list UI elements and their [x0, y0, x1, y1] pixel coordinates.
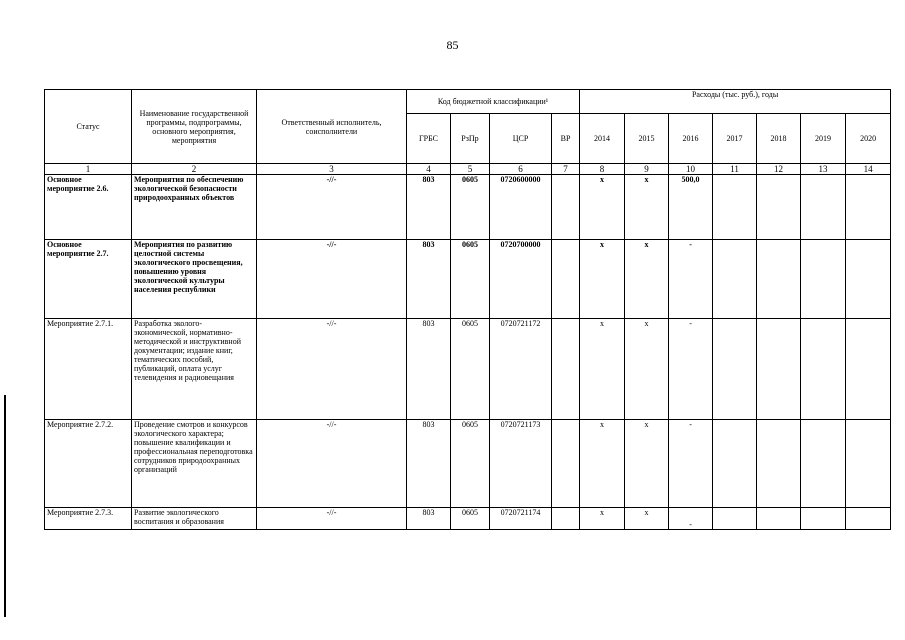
column-number: 7 [552, 164, 580, 175]
column-number: 10 [669, 164, 713, 175]
row-y2019 [801, 240, 846, 319]
row-y2019 [801, 175, 846, 240]
row-csr: 0720700000 [490, 240, 552, 319]
budget-table [44, 89, 891, 530]
row-csr: 0720721173 [490, 420, 552, 508]
row-y2020 [846, 175, 891, 240]
header-csr: ЦСР [490, 114, 552, 164]
row-grbs: 803 [407, 508, 451, 530]
row-status: Мероприятие 2.7.2. [45, 420, 132, 508]
row-executor: -//- [257, 508, 407, 530]
column-number: 14 [846, 164, 891, 175]
row-y2020 [846, 319, 891, 420]
row-status: Мероприятие 2.7.1. [45, 319, 132, 420]
column-number-row [45, 164, 891, 175]
row-executor: -//- [257, 420, 407, 508]
row-y2015: х [625, 240, 669, 319]
row-y2017 [713, 508, 757, 530]
page-number: 85 [446, 38, 459, 52]
row-executor: -//- [257, 240, 407, 319]
row-csr: 0720721172 [490, 319, 552, 420]
row-y2020 [846, 420, 891, 508]
header-grbs: ГРБС [407, 114, 451, 164]
row-y2017 [713, 420, 757, 508]
header-status: Статус [45, 90, 132, 164]
row-y2016: - [669, 508, 713, 530]
row-y2019 [801, 319, 846, 420]
table-row [45, 319, 891, 420]
row-executor: -//- [257, 175, 407, 240]
row-vr [552, 319, 580, 420]
row-status: Мероприятие 2.7.3. [45, 508, 132, 530]
table-row [45, 508, 891, 530]
header-year: 2019 [801, 114, 846, 164]
row-y2016: - [669, 319, 713, 420]
row-rzpr: 0605 [451, 240, 490, 319]
row-rzpr: 0605 [451, 175, 490, 240]
header-year: 2014 [580, 114, 625, 164]
column-number: 6 [490, 164, 552, 175]
column-number: 11 [713, 164, 757, 175]
row-name: Проведение смотров и конкурсов экологического характера; повышение квалификации и профессиональная переподготовка сотрудников природоохранных организаций [132, 420, 257, 508]
row-y2017 [713, 240, 757, 319]
row-name: Развитие экологического воспитания и образования [132, 508, 257, 530]
row-y2016: - [669, 420, 713, 508]
row-y2018 [757, 508, 801, 530]
row-y2018 [757, 175, 801, 240]
column-number: 13 [801, 164, 846, 175]
header-year: 2016 [669, 114, 713, 164]
row-y2019 [801, 508, 846, 530]
row-status: Основное мероприятие 2.6. [45, 175, 132, 240]
column-number: 4 [407, 164, 451, 175]
column-number: 1 [45, 164, 132, 175]
row-y2016: - [669, 240, 713, 319]
row-rzpr: 0605 [451, 420, 490, 508]
row-y2020 [846, 508, 891, 530]
row-y2018 [757, 420, 801, 508]
column-number: 9 [625, 164, 669, 175]
row-vr [552, 175, 580, 240]
row-rzpr: 0605 [451, 319, 490, 420]
row-y2018 [757, 319, 801, 420]
row-y2016: 500,0 [669, 175, 713, 240]
header-rzpr: РзПр [451, 114, 490, 164]
header-vr: ВР [552, 114, 580, 164]
header-executor: Ответственный исполнитель, соисполнители [257, 90, 407, 164]
row-y2015: х [625, 175, 669, 240]
row-grbs: 803 [407, 420, 451, 508]
column-number: 2 [132, 164, 257, 175]
scan-margin-line [4, 395, 6, 617]
row-grbs: 803 [407, 175, 451, 240]
row-vr [552, 240, 580, 319]
row-rzpr: 0605 [451, 508, 490, 530]
column-number: 3 [257, 164, 407, 175]
row-y2015: х [625, 420, 669, 508]
row-y2020 [846, 240, 891, 319]
row-name: Мероприятия по обеспечению экологической безопасности природоохранных объектов [132, 175, 257, 240]
row-csr: 0720721174 [490, 508, 552, 530]
column-number: 5 [451, 164, 490, 175]
row-name: Мероприятия по развитию целостной системы экологического просвещения, повышению уровня экологической культуры населения республики [132, 240, 257, 319]
table-row [45, 420, 891, 508]
header-year: 2017 [713, 114, 757, 164]
header-year: 2020 [846, 114, 891, 164]
row-vr [552, 420, 580, 508]
header-year: 2018 [757, 114, 801, 164]
header-budget-code: Код бюджетной классификации¹ [407, 90, 580, 114]
header-name: Наименование государственной программы, подпрограммы, основного мероприятия, мероприятия [132, 90, 257, 164]
row-y2015: х [625, 508, 669, 530]
row-grbs: 803 [407, 240, 451, 319]
row-y2014: х [580, 240, 625, 319]
row-vr [552, 508, 580, 530]
row-y2017 [713, 319, 757, 420]
table-row [45, 240, 891, 319]
row-y2018 [757, 240, 801, 319]
table-row [45, 175, 891, 240]
header-year: 2015 [625, 114, 669, 164]
row-grbs: 803 [407, 319, 451, 420]
row-y2014: х [580, 420, 625, 508]
row-y2015: х [625, 319, 669, 420]
row-y2019 [801, 420, 846, 508]
row-status: Основное мероприятие 2.7. [45, 240, 132, 319]
row-y2014: х [580, 319, 625, 420]
row-y2017 [713, 175, 757, 240]
row-name: Разработка эколого-экономической, нормативно-методической и инструктивной документации; издание книг, тематических пособий, публикаций, оплата услуг телевидения и радиовещания [132, 319, 257, 420]
row-y2014: х [580, 508, 625, 530]
header-expenses: Расходы (тыс. руб.), годы [580, 90, 891, 114]
row-executor: -//- [257, 319, 407, 420]
row-y2014: х [580, 175, 625, 240]
column-number: 8 [580, 164, 625, 175]
column-number: 12 [757, 164, 801, 175]
row-csr: 0720600000 [490, 175, 552, 240]
